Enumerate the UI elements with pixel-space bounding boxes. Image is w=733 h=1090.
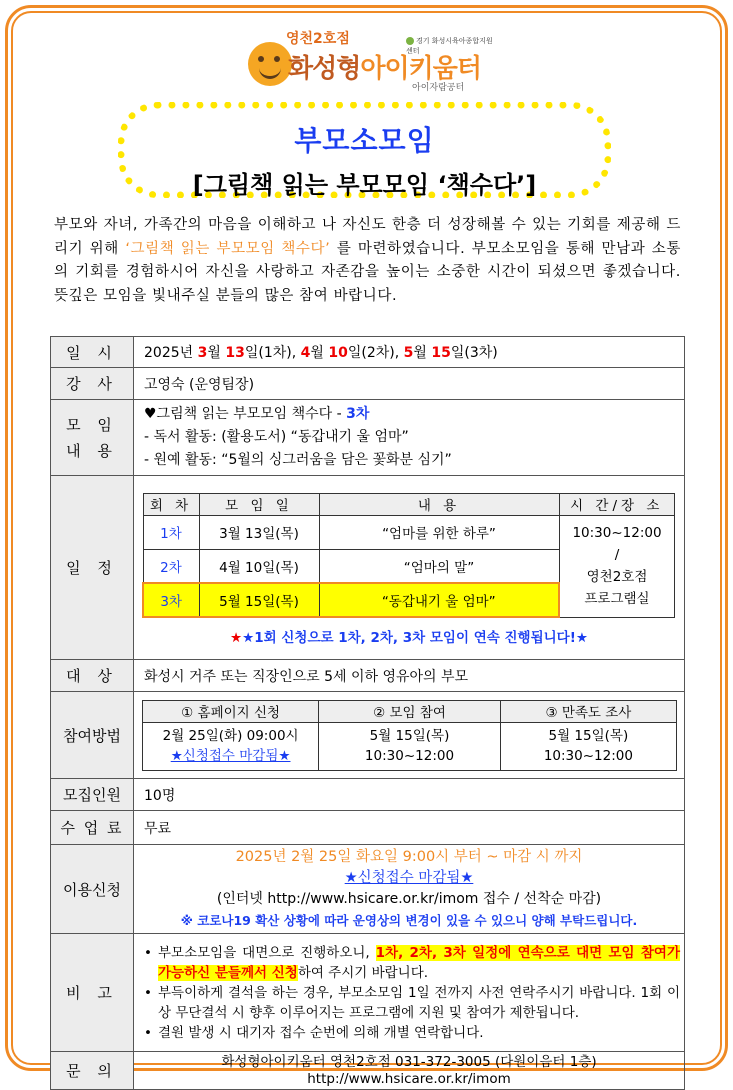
- sched-date: 4월 10일(목): [199, 549, 319, 583]
- date-row: [51, 337, 685, 368]
- date-month3: 5: [403, 345, 414, 361]
- smiling-sun-icon: [248, 42, 292, 86]
- date-t4: 일(2차),: [347, 345, 404, 361]
- sched-round: 1차: [143, 515, 199, 549]
- method-step3: [500, 722, 676, 770]
- target-row: [51, 660, 685, 692]
- sched-round: 2차: [143, 549, 199, 583]
- apply-url[interactable]: (인터넷 http://www.hsicare.or.kr/imom 접수 / 선착순 마감): [216, 891, 602, 907]
- title-box: [118, 102, 611, 198]
- date-day1: 13: [225, 345, 245, 361]
- method-values: [143, 722, 677, 770]
- schedule-header: [143, 493, 675, 515]
- sched-h-content: 내 용: [319, 493, 559, 515]
- schedule-notice: ★★1회 신청으로 1차, 2차, 3차 모임이 연속 진행됩니다!★: [230, 630, 588, 647]
- remarks-value: [134, 934, 685, 1052]
- logo-name-part1: 화성형: [288, 54, 361, 84]
- inquiry-url[interactable]: http://www.hsicare.or.kr/imom: [307, 1070, 511, 1087]
- inquiry-contact: 화성형아이키움터 영천2호점 031-372-3005 (다원이음터 1층): [221, 1053, 597, 1070]
- capacity-value: 10명: [134, 779, 685, 811]
- inquiry-row: [51, 1052, 685, 1090]
- remark1-pre: 부모소모임을 대면으로 진행하오니,: [158, 944, 376, 961]
- sched-h-round: 회 차: [143, 493, 199, 515]
- method-step3-date: 5월 15일(목): [548, 728, 629, 744]
- method-h1: ① 홈페이지 신청: [143, 700, 319, 722]
- lecturer-row: [51, 368, 685, 400]
- sched-round: 3차: [143, 583, 199, 617]
- method-step1-date: 2월 25일(화) 09:00시: [162, 728, 299, 744]
- remark1-post: 하여 주시기 바랍니다.: [297, 964, 429, 981]
- fee-value: 무료: [134, 811, 685, 845]
- sched-content: “엄마의 말”: [319, 549, 559, 583]
- method-step2: [319, 722, 501, 770]
- intro-highlight: ‘그림책 읽는 부모모임 책수다’: [125, 240, 331, 257]
- date-value: [134, 337, 685, 368]
- method-step1-closed: ★신청접수 마감됨★: [170, 748, 291, 764]
- sched-h-time: 시 간/장 소: [559, 493, 675, 515]
- sched-place1: 영천2호점: [586, 569, 648, 586]
- info-table: [50, 336, 685, 1090]
- method-table: [142, 700, 677, 771]
- sched-time: 10:30~12:00: [572, 525, 662, 542]
- table-row: [143, 515, 675, 549]
- schedule-notice-text: ★1회 신청으로 1차, 2차, 3차 모임이 연속 진행됩니다!★: [242, 630, 588, 647]
- method-step3-time: 10:30~12:00: [543, 748, 633, 764]
- remarks-label: 비 고: [51, 934, 134, 1052]
- content-label2: 내 용: [66, 441, 118, 460]
- page-subtitle: [그림책 읽는 부모모임 ‘책수다’]: [192, 171, 537, 199]
- sched-content: “엄마를 위한 하루”: [319, 515, 559, 549]
- logo-branch: 영천2호점: [286, 31, 350, 47]
- method-step1: [143, 722, 319, 770]
- apply-row: [51, 845, 685, 934]
- date-day3: 15: [431, 345, 451, 361]
- sched-slash: /: [614, 547, 620, 564]
- apply-period: 2025년 2월 25일 화요일 9:00시 부터 ~ 마감 시 까지: [235, 849, 583, 865]
- list-item: [144, 943, 680, 983]
- content-line3: - 원예 활동: “5월의 싱그러움을 담은 꽃화분 심기”: [144, 452, 452, 468]
- lecturer-label: 강 사: [51, 368, 134, 400]
- inquiry-label: 문 의: [51, 1052, 134, 1090]
- date-t6: 일(3차): [450, 345, 498, 361]
- intro-after: 를 마련하였습니다. 부모소모임을 통해 만남과 소통의 기회를 경험하시어 자신을 사랑하고 자존감을 높이는 소중한 시간이 되셨으면 좋겠습니다. 뜻깊은 모임을 빛내주실 분들의 많은 참여 바랍니다.: [54, 240, 681, 304]
- page-title: 부모소모임: [294, 124, 435, 157]
- logo-tagline: 아이자람공터: [412, 83, 465, 93]
- sched-time-place: [559, 515, 675, 617]
- content-line1-pre: ♥그림책 읽는 부모모임 책수다 -: [144, 406, 347, 422]
- date-t2: 일(1차),: [244, 345, 301, 361]
- content-line1: [144, 403, 674, 426]
- method-h3: ③ 만족도 조사: [500, 700, 676, 722]
- schedule-cell: [134, 476, 685, 660]
- content-label1: 모 임: [66, 415, 118, 434]
- fee-label: 수 업 료: [51, 811, 134, 845]
- target-value: 화성시 거주 또는 직장인으로 5세 이하 영유아의 부모: [134, 660, 685, 692]
- remark1-highlight: 1차, 2차, 3차 일정에 연속으로 대면 모임 참여가 가능하신 분들께서 신청: [158, 944, 680, 981]
- sched-date: 3월 13일(목): [199, 515, 319, 549]
- schedule-table: [142, 493, 675, 619]
- apply-notice: ※ 코로나19 확산 상황에 따라 운영상의 변경이 있을 수 있으니 양해 부탁드립니다.: [180, 913, 638, 928]
- intro-before: 부모와 자녀, 가족간의 마음을 이해하고 나 자신도 한층 더 성장해볼 수 있는 기회를 제공해 드리기 위해: [54, 217, 681, 257]
- list-item: • 결원 발생 시 대기자 접수 순번에 의해 개별 연락합니다.: [144, 1023, 680, 1043]
- method-label: 참여방법: [51, 692, 134, 779]
- center-logo-icon: [406, 37, 414, 45]
- apply-closed[interactable]: ★신청접수 마감됨★: [344, 870, 474, 886]
- apply-value: [134, 845, 685, 934]
- logo-center-text: 경기 화성시육아종합지원센터: [406, 37, 493, 55]
- date-month2: 4: [300, 345, 311, 361]
- remarks-row: [51, 934, 685, 1052]
- list-item: • 부득이하게 결석을 하는 경우, 부모소모임 1일 전까지 사전 연락주시기 바랍니다. 1회 이상 무단결석 시 향후 이루어지는 프로그램에 지원 및 참여가 제한됩니다.: [144, 983, 680, 1023]
- sched-content: “동갑내기 울 엄마”: [319, 583, 559, 617]
- fee-row: [51, 811, 685, 845]
- schedule-row: [51, 476, 685, 660]
- capacity-label: 모집인원: [51, 779, 134, 811]
- sched-date: 5월 15일(목): [199, 583, 319, 617]
- content-round: 3차: [346, 406, 370, 422]
- content-line2: - 독서 활동: (활용도서) “동갑내기 울 엄마”: [144, 429, 409, 445]
- apply-label: 이용신청: [51, 845, 134, 934]
- intro-paragraph: [54, 214, 681, 308]
- lecturer-value: 고영숙 (운영팀장): [134, 368, 685, 400]
- method-header: [143, 700, 677, 722]
- sched-place2: 프로그램실: [584, 591, 650, 608]
- capacity-row: [51, 779, 685, 811]
- logo-name-part2: 아이키움터: [360, 54, 481, 84]
- content-label: [51, 400, 134, 476]
- date-label: 일 시: [51, 337, 134, 368]
- remarks-list: [134, 941, 684, 1045]
- date-pre: 2025년: [144, 345, 198, 361]
- date-t5: 월: [413, 345, 432, 361]
- method-cell: [134, 692, 685, 779]
- method-row: [51, 692, 685, 779]
- method-step2-time: 10:30~12:00: [364, 748, 455, 764]
- content-row: [51, 400, 685, 476]
- method-step2-date: 5월 15일(목): [369, 728, 450, 744]
- target-label: 대 상: [51, 660, 134, 692]
- schedule-label: 일 정: [51, 476, 134, 660]
- logo: [244, 24, 494, 94]
- content-value: [134, 400, 685, 476]
- date-day2: 10: [328, 345, 348, 361]
- method-h2: ② 모임 참여: [319, 700, 501, 722]
- date-t3: 월: [310, 345, 329, 361]
- inquiry-value: [134, 1052, 685, 1090]
- date-t1: 월: [207, 345, 226, 361]
- date-month1: 3: [197, 345, 208, 361]
- sched-h-date: 모 임 일: [199, 493, 319, 515]
